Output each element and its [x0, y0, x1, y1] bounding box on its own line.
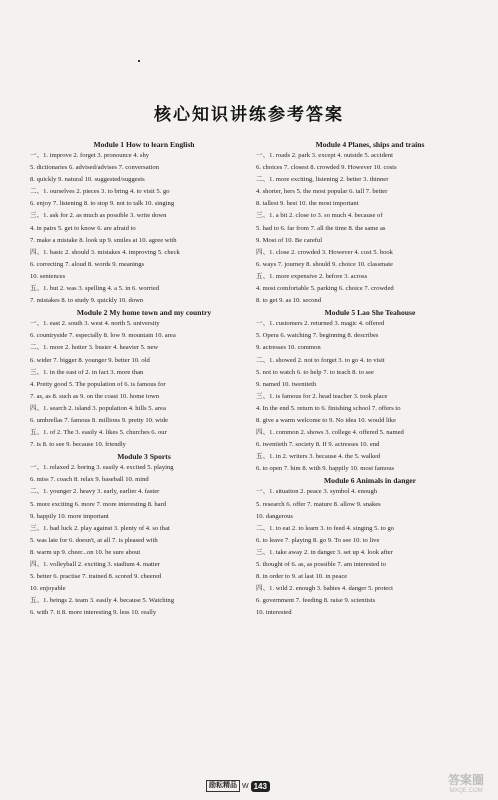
- answer-line: 一、1. relaxed 2. boring 3. easily 4. excited 5. playing: [30, 464, 174, 472]
- answer-line: 四、1. wild 2. enough 3. babies 4. danger 5. protect: [256, 585, 393, 593]
- answer-line: 10. sentences: [30, 272, 66, 280]
- module-heading: Module 6 Animals in danger: [324, 476, 416, 486]
- answer-line: 6. correcting 7. aloud 8. words 9. meanings: [30, 260, 145, 268]
- answer-line: 6. countryside 7. especially 8. low 9. mountain 10. area: [30, 332, 176, 340]
- page-footer: [206, 779, 270, 793]
- answer-line: 三、1. take away 2. in danger 3. set up 4. look after: [256, 548, 393, 556]
- answer-line: 五、1. but 2. was 3. spelling 4. a 5. in 6. worried: [30, 285, 160, 293]
- answer-line: 一、1. improve 2. forget 3. pronounce 4. shy: [30, 152, 150, 159]
- page-title: 核心知识讲练参考答案: [154, 105, 344, 125]
- answer-line: 二、1. more exciting, listening 2. better 3. thinner: [256, 176, 389, 184]
- answer-line: 5. was late for 6. doesn't, at all 7. is pleased with: [30, 536, 158, 544]
- answer-line: 6. wider 7. bigger 8. younger 9. better 10. old: [30, 356, 150, 364]
- answer-line: 5. thought of 6. as, as possible 7. am interested to: [256, 561, 387, 568]
- answer-line: 5. Opera 6. watching 7. beginning 8. describes: [256, 332, 379, 340]
- answer-line: 4. In the end 5. return to 6. finishing school 7. offers to: [256, 404, 401, 412]
- module-heading: Module 4 Planes, ships and trains: [315, 140, 425, 149]
- answer-line: 6. government 7. feeding 8. raise 9. scientists: [256, 597, 376, 605]
- answer-line: 二、1. to eat 2. to learn 3. to feed 4. singing 5. to go: [256, 524, 395, 532]
- answer-line: 6. choices 7. closest 8. crowded 9. However 10. costs: [256, 164, 397, 172]
- answer-line: 6. umbrellas 7. famous 8. millions 9. pretty 10. wide: [30, 416, 169, 424]
- answer-line: 8. quickly 9. natural 10. suggested/suggests: [30, 176, 145, 184]
- answer-line: 四、1. close 2. crowded 3. However 4. cost 5. book: [256, 248, 393, 256]
- answer-line: 10. dangerous: [256, 512, 293, 520]
- page-number: 143: [251, 781, 270, 792]
- answer-line: 6. twentieth 7. society 8. If 9. actresses 10. end: [256, 441, 380, 449]
- answer-line: 三、1. ask for 2. as much as possible 3. write down: [30, 212, 167, 220]
- answer-line: 一、1. east 2. south 3. west 4. north 5. university: [30, 320, 160, 328]
- watermark-logo: [440, 774, 492, 796]
- answer-line: 四、1. search 2. island 3. population 4. hills 5. area: [30, 404, 166, 412]
- answer-line: 一、1. situation 2. peace 3. symbol 4. enough: [256, 488, 378, 496]
- answer-line: 8. to get 9. as 10. second: [256, 297, 322, 305]
- left-column: [30, 139, 258, 619]
- answer-line: 三、1. in the east of 2. in fact 3. more than: [30, 368, 144, 376]
- answer-line: 五、1. of 2. The 3. easily 4. likes 5. churches 6. our: [30, 429, 167, 437]
- answer-line: 9. actresses 10. common: [256, 344, 321, 352]
- answer-line: 5. not to watch 6. to help 7. to teach 8. to see: [256, 368, 374, 376]
- answer-line: 四、1. volleyball 2. exciting 3. stadium 4. matter: [30, 561, 160, 568]
- answer-line: 10. interested: [256, 609, 292, 617]
- right-column: [256, 139, 484, 619]
- footer-brand: 励耘精品: [206, 780, 240, 792]
- module-heading: Module 3 Sports: [117, 452, 171, 462]
- answer-line: 三、1. is famous for 2. head teacher 3. took place: [256, 392, 388, 400]
- module-heading: Module 2 My home town and my country: [76, 308, 212, 318]
- answer-line: 6. ways 7. journey 8. should 9. choice 10. classmate: [256, 260, 393, 268]
- answer-line: 四、1. common 2. shows 3. college 4. offered 5. named: [256, 429, 404, 437]
- answer-line: 三、1. a bit 2. close to 3. so much 4. because of: [256, 212, 383, 220]
- answer-line: 9. named 10. twentieth: [256, 380, 317, 388]
- answer-line: 7. as, as 8. such as 9. on the coast 10. home town: [30, 392, 160, 400]
- answer-line: 4. Pretty good 5. The population of 6. is famous for: [30, 380, 166, 388]
- answer-line: 9. Most of 10. Be careful: [256, 236, 323, 244]
- answer-line: 4. most comfortable 5. parking 6. choice 7. crowded: [256, 285, 394, 293]
- answer-line: 5. had to 6. far from 7. all the time 8. the same as: [256, 224, 386, 232]
- answer-line: 二、1. younger 2. heavy 3. early, earlier 4. faster: [30, 488, 160, 496]
- answer-line: 五、1. beings 2. team 3. easily 4. because 5. Watching: [30, 597, 175, 605]
- module-heading: Module 5 Lao She Teahouse: [324, 308, 416, 318]
- answer-line: 8. in order to 9. at last 10. in peace: [256, 573, 348, 581]
- watermark-text: 答案圈: [447, 773, 484, 787]
- answer-line: 5. better 6. practise 7. trained 8. scored 9. cheered: [30, 573, 162, 581]
- stray-dot: [138, 60, 140, 62]
- answer-line: 7. make a mistake 8. look up 9. smiles at 10. agree with: [30, 236, 177, 244]
- answer-line: 二、1. showed 2. not to forget 3. to go 4. to visit: [256, 356, 385, 364]
- answer-line: 8. give a warm welcome to 9. No idea 10. would like: [256, 416, 396, 424]
- answer-line: 7. is 8. to see 9. because 10. friendly: [30, 441, 126, 449]
- answer-line: 6. enjoy 7. listening 8. to stop 9. not to talk 10. singing: [30, 200, 175, 208]
- answer-line: 二、1. more 2. hotter 3. busier 4. heavier 5. new: [30, 344, 159, 352]
- footer-series: W: [242, 782, 249, 790]
- answer-line: 9. happily 10. more important: [30, 512, 109, 520]
- answer-line: 四、1. basic 2. should 3. mistakes 4. improving 5. check: [30, 248, 180, 256]
- answer-line: 5. research 6. offer 7. mature 8. allow 9. snakes: [256, 500, 381, 508]
- answer-line: 6. to leave 7. playing 8. go 9. To see 10. to live: [256, 536, 380, 544]
- answer-line: 6. miss 7. coach 8. relax 9. baseball 10. mind: [30, 476, 149, 484]
- answer-line: 4. shorter, hers 5. the most popular 6. tall 7. better: [256, 188, 388, 196]
- answer-line: 一、1. customers 2. returned 3. magic 4. offered: [256, 320, 385, 328]
- answer-line: 一、1. roads 2. park 3. except 4. outside 5. accident: [256, 152, 393, 159]
- answer-line: 8. warm up 9. cheer...on 10. be sure about: [30, 548, 141, 556]
- answer-line: 8. tallest 9. best 10. the most important: [256, 200, 359, 208]
- answer-line: 5. more exciting 6. more 7. more interesting 8. hard: [30, 500, 167, 508]
- answer-line: 5. dictionaries 6. advised/advises 7. conversation: [30, 164, 159, 172]
- module-heading: Module 1 How to learn English: [93, 140, 195, 149]
- answer-line: 6. to open 7. him 8. with 9. happily 10. most famous: [256, 465, 395, 473]
- answer-line: 6. with 7. it 8. more interesting 9. less 10. really: [30, 609, 157, 617]
- answer-line: 二、1. ourselves 2. pieces 3. to bring 4. to visit 5. go: [30, 188, 170, 196]
- answer-line: 五、1. in 2. writers 3. because 4. the 5. walked: [256, 453, 381, 461]
- answer-line: 10. enjoyable: [30, 585, 66, 593]
- answer-line: 三、1. bad luck 2. play against 3. plenty of 4. so that: [30, 524, 170, 532]
- answer-line: 4. in pairs 5. get to know 6. are afraid to: [30, 224, 136, 232]
- watermark-url: MXQE.COM: [449, 788, 483, 794]
- answer-line: 五、1. more expensive 2. before 3. across: [256, 272, 368, 280]
- answer-line: 7. mistakes 8. to study 9. quickly 10. down: [30, 297, 144, 305]
